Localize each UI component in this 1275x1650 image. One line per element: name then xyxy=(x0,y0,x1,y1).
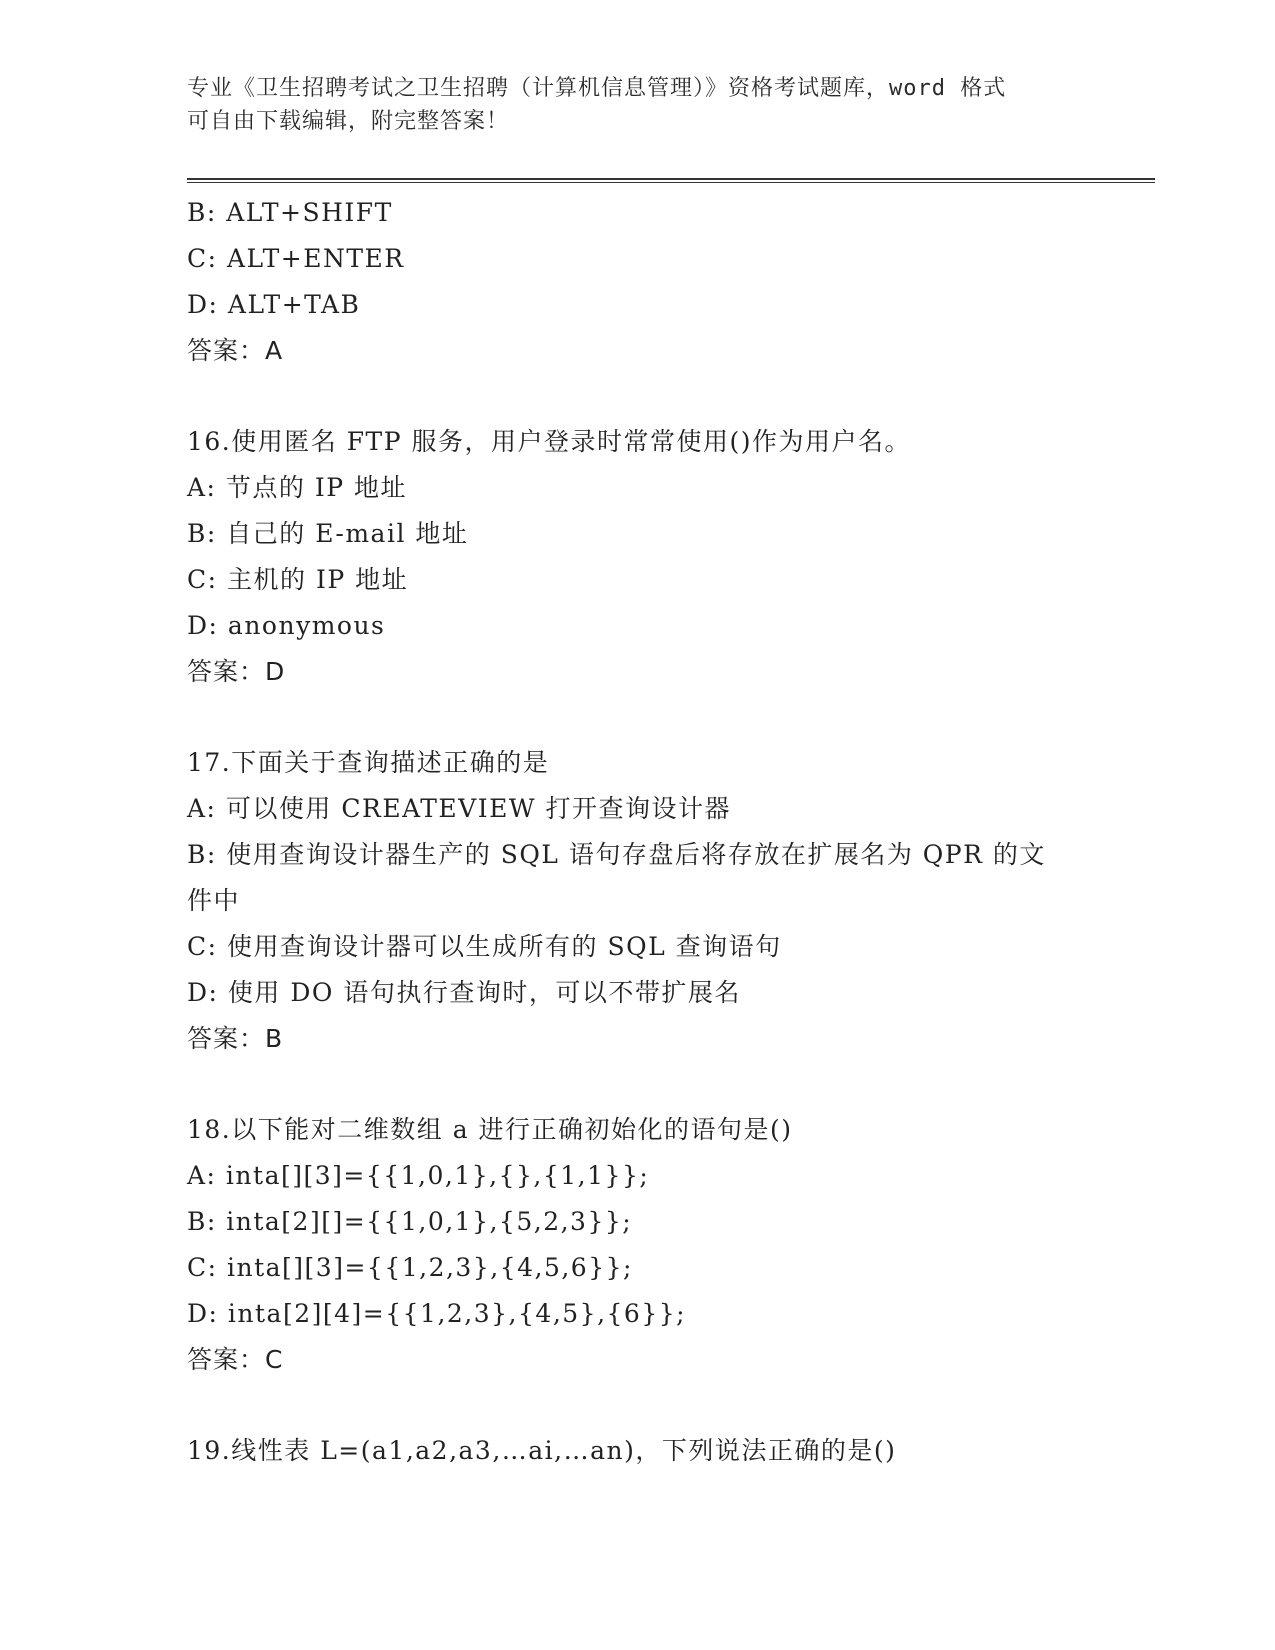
question-15-tail xyxy=(187,190,1087,374)
question-text: 17.下面关于查询描述正确的是 xyxy=(187,748,550,777)
answer: 答案：A xyxy=(187,336,284,365)
question-text: 16.使用匿名 FTP 服务，用户登录时常常使用()作为用户名。 xyxy=(187,427,912,456)
spacer xyxy=(187,1383,1087,1428)
header-title-line-2: 可自由下载编辑，附完整答案！ xyxy=(187,109,510,134)
spacer xyxy=(187,374,1087,419)
spacer xyxy=(187,1062,1087,1107)
option-b-continued: 件中 xyxy=(187,886,241,915)
question-19 xyxy=(187,1428,1087,1474)
question-text: 18.以下能对二维数组 a 进行正确初始化的语句是() xyxy=(187,1115,793,1144)
option-b: B: 自己的 E-mail 地址 xyxy=(187,519,469,548)
option-a: A: 节点的 IP 地址 xyxy=(187,473,408,502)
question-17 xyxy=(187,740,1087,1062)
option-b: B: inta[2][]={{1,0,1},{5,2,3}}; xyxy=(187,1207,633,1236)
option-d: D: anonymous xyxy=(187,611,386,640)
question-text: 19.线性表 L=(a1,a2,a3,…ai,…an)，下列说法正确的是() xyxy=(187,1436,897,1465)
option-d: D: 使用 DO 语句执行查询时，可以不带扩展名 xyxy=(187,978,741,1007)
option-b: B: ALT+SHIFT xyxy=(187,198,393,227)
question-list xyxy=(187,190,1087,1474)
option-c: C: 使用查询设计器可以生成所有的 SQL 查询语句 xyxy=(187,932,782,961)
header-divider xyxy=(187,178,1155,183)
document-header xyxy=(187,72,1087,138)
question-18 xyxy=(187,1107,1087,1383)
option-d: D: inta[2][4]={{1,2,3},{4,5},{6}}; xyxy=(187,1299,687,1328)
question-16 xyxy=(187,419,1087,695)
option-b: B: 使用查询设计器生产的 SQL 语句存盘后将存放在扩展名为 QPR 的文 xyxy=(187,840,1046,869)
answer: 答案：C xyxy=(187,1345,284,1374)
spacer xyxy=(187,695,1087,740)
option-a: A: 可以使用 CREATEVIEW 打开查询设计器 xyxy=(187,794,732,823)
answer: 答案：D xyxy=(187,657,286,686)
header-title-line-1: 专业《卫生招聘考试之卫生招聘（计算机信息管理）》资格考试题库，word 格式 xyxy=(187,76,1007,101)
option-d: D: ALT+TAB xyxy=(187,290,361,319)
answer: 答案：B xyxy=(187,1024,284,1053)
option-a: A: inta[][3]={{1,0,1},{},{1,1}}; xyxy=(187,1161,650,1190)
option-c: C: inta[][3]={{1,2,3},{4,5,6}}; xyxy=(187,1253,633,1282)
option-c: C: ALT+ENTER xyxy=(187,244,405,273)
option-c: C: 主机的 IP 地址 xyxy=(187,565,409,594)
